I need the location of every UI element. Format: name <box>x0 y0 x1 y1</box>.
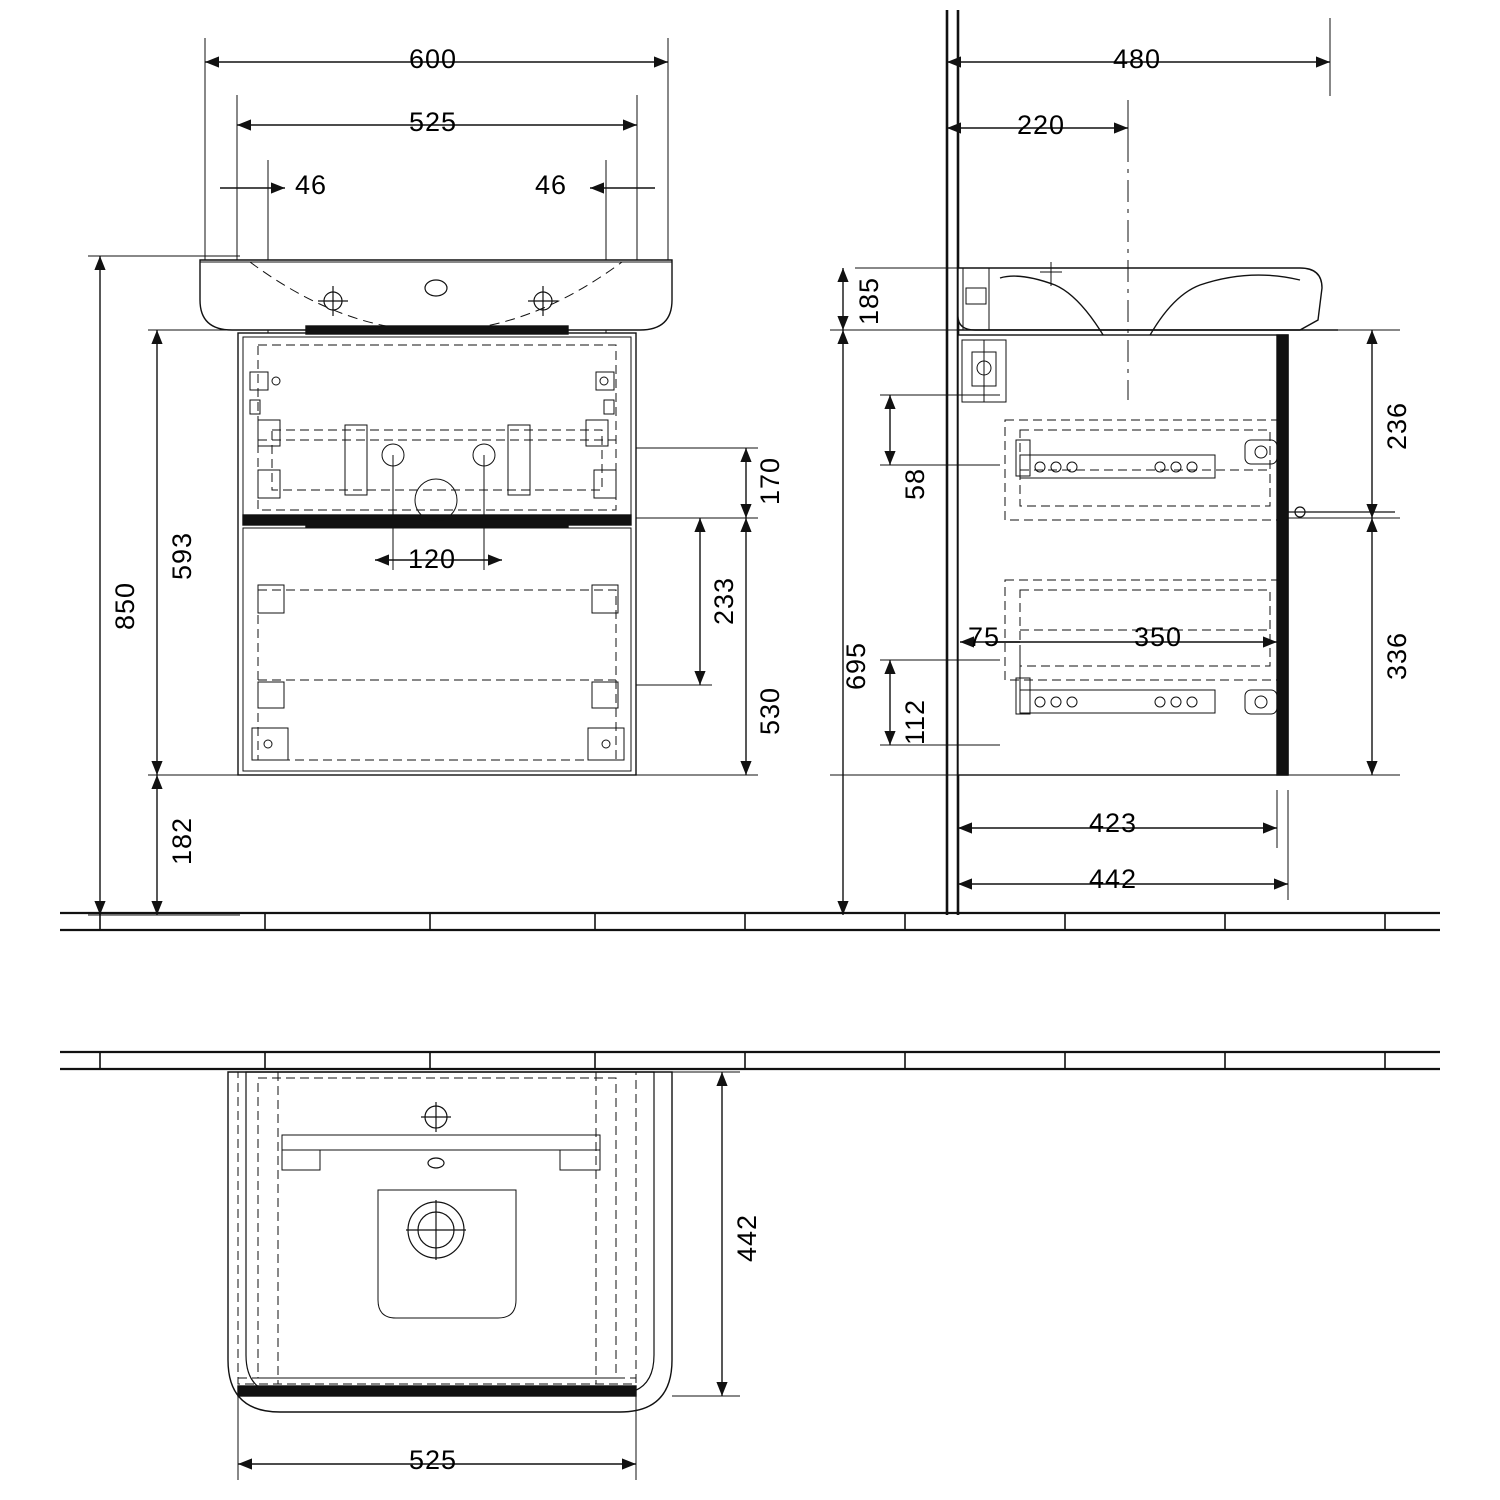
floor-band-upper <box>60 913 1440 930</box>
dim-plan-depth: 442 <box>732 1213 762 1262</box>
dim-side-drawer-upper: 236 <box>1382 401 1412 450</box>
dim-side-rail-offset: 75 <box>968 622 1001 652</box>
dim-front-basin-width: 525 <box>409 107 458 137</box>
floor-band-lower <box>60 1052 1440 1069</box>
dim-front-drawer-upper: 170 <box>755 456 785 505</box>
dim-front-drawer-lower: 530 <box>755 686 785 735</box>
dim-front-offset-right: 46 <box>535 170 568 200</box>
dim-side-rail-lower: 112 <box>900 698 930 745</box>
dim-plan-width: 525 <box>409 1445 458 1475</box>
dim-front-total-height: 850 <box>110 581 140 630</box>
dim-front-floor-gap: 182 <box>167 816 197 865</box>
dim-front-waste-offset: 120 <box>408 544 457 574</box>
side-elevation-geometry <box>830 10 1400 915</box>
dim-side-unit-depth-inner: 423 <box>1089 808 1138 838</box>
front-elevation-geometry <box>88 38 758 915</box>
dim-side-basin-height: 185 <box>854 276 884 325</box>
dim-side-depth-basin: 220 <box>1017 110 1066 140</box>
dim-front-overall-width: 600 <box>409 44 458 74</box>
plan-view-geometry <box>228 1072 740 1480</box>
dim-side-depth-total: 480 <box>1113 44 1162 74</box>
dim-side-rail-length: 350 <box>1134 622 1183 652</box>
dim-side-unit-depth: 442 <box>1089 864 1138 894</box>
dim-side-unit-height: 695 <box>841 641 871 690</box>
dim-front-handle-drop: 233 <box>709 576 739 625</box>
dim-front-offset-left: 46 <box>295 170 328 200</box>
dim-side-drawer-lower: 336 <box>1382 631 1412 680</box>
dim-front-unit-height: 593 <box>167 531 197 580</box>
dim-side-rail-upper: 58 <box>900 467 930 500</box>
